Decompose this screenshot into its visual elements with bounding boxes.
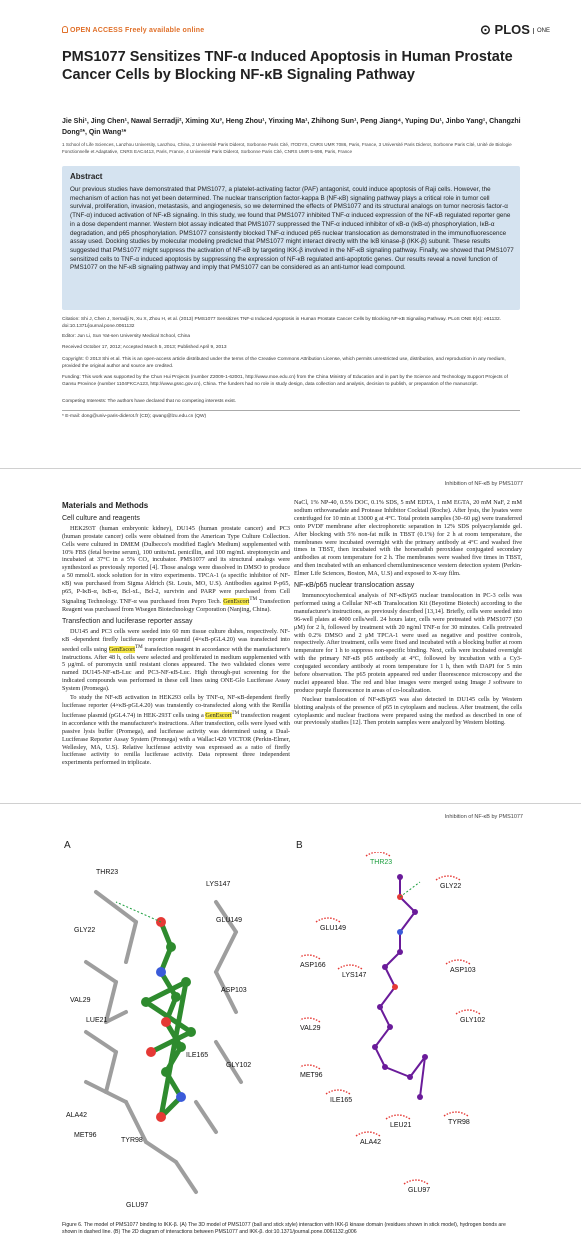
ligand-bond [380, 987, 395, 1007]
residue-stick [196, 1102, 216, 1132]
editor-line: Editor: Jun Li, Sun Yat-sen University Medical School, China [62, 334, 191, 339]
ligand-bond [385, 967, 395, 987]
hydrophobic-contact-arc [386, 1115, 410, 1119]
highlighted-term: GenEscort [108, 645, 135, 653]
paragraph: NaCl, 1% NP-40, 0.5% DOC, 0.1% SDS, 5 mM EDTA, 1 mM EGTA, 20 mM NaF, 2 mM sodium orthovanadate and Protease Inhibitor Cocktail (Roche). After lysis, the lysates were centrifuged for 10 min at 13000 g at 4°C. Total protein samples (30–60 μg) were transferred onto PVDF membrane after electrophoretic separation in 12% SDS polyacrylamide gel. After blocking with 5% non-fat milk in TBST (0.1%) for 2 h at room temperature, the membranes were incubated overnight with the primary antibody at 4°C and washed five times in TBST, then incubated with the horseradish peroxidase conjugated secondary antibodies at room temperature for 2 h. The membranes were washed five times in TBST, and then incubated with an enhanced chemiluminescence western detection system (Perkin-Elmer Life Sciences, Boston, MA, U.S) and exposed to X-ray film. [294, 499, 522, 578]
ligand-atom [141, 997, 151, 1007]
affiliations: 1 School of Life Sciences, Lanzhou University, Lanzhou, China, 2 Université Paris Diderot, Sorbonne Paris Cité, ITODYS, CNRS UMR 7086, Paris, France, 3 Université Paris Diderot, Sorbonne Paris Cité, Unité de Biologie Fonctionnelle et Adaptative, CNRS EAC4413, Paris, France, 4 Université Paris Diderot, Sorbonne Paris Cité, CNRS UMR 5-698, Paris, France [62, 142, 512, 154]
abstract-heading: Abstract [70, 172, 103, 181]
residue-label: ASP166 [300, 962, 326, 969]
highlighted-term: GenEscort [223, 598, 250, 606]
ligand-atom [422, 1054, 428, 1060]
column-left [62, 499, 290, 768]
highlighted-term: GenEscort [205, 711, 232, 719]
residue-label: THR23 [370, 859, 393, 866]
citation-line: Citation: Shi J, Chen J, Serradji N, Xu X, Zhou H, et al. (2013) PMS1077 Sensitizes TNF-α Induced Apoptosis in Human Prostate Cancer Cells by Blocking NF-κB Signaling Pathway. PLoS ONE 8(4): e61132. doi:10.1371/journal.pone.0061132 [62, 317, 501, 329]
residue-label: LUE21 [86, 1017, 108, 1024]
paragraph: DU145 and PC3 cells were seeded into 60 mm tissue culture dishes, respectively. NF-κB -dependent firefly luciferase reporter plasmid (4×κB-pGL4.20) was transfected into seeded cells using GenEscort™ transfection reagent in accordance with the manufacturer's instructions. After 48 h, cells were selected and proliferated in medium supplemented with 5 μg/mL of puromycin until resistant clones appeared. The two validated clones were named DU145-NF-κB-Luc and PC3-NF-κB-Luc. High through-put screening for the indicated compounds was performed in these cell lines using ONE-Glo Luciferase Assay System (Promega). [62, 627, 291, 693]
running-head: Inhibition of NF-κB by PMS1077 [444, 481, 523, 487]
abstract-box [62, 166, 520, 310]
residue-label: GLY22 [74, 927, 96, 934]
residue-stick [126, 1102, 146, 1142]
residue-stick [96, 892, 136, 922]
residue-label: TYR98 [448, 1119, 470, 1126]
residue-label: ILE165 [186, 1052, 209, 1059]
article-first-page [0, 0, 581, 465]
figure-caption: Figure 6. The model of PMS1077 binding to IKK-β. (A) The 3D model of PMS1077 (ball and stick style) interaction with IKK-β kinase domain (residues shown in stick model), hydrogen bonds are shown in dashed line. (B) The 2D diagram of interactions between PMS1077 and IKK-β. doi:10.1371/journal.pone.0061132.g006 [62, 1222, 506, 1235]
residue-label: GLU149 [216, 917, 243, 924]
residue-label: LYS147 [206, 881, 231, 888]
residue-label: ALA42 [66, 1112, 88, 1119]
journal-logo: ⊙ PLOS ONE [480, 22, 550, 37]
ligand-atom [156, 1112, 166, 1122]
figure-panel-a-3d-model [66, 852, 296, 1222]
residue-stick [216, 932, 236, 972]
residue-stick [86, 1032, 116, 1052]
residue-label: THR23 [96, 869, 119, 876]
paragraph: Immunocytochemical analysis of NF-κB/p65 nuclear translocation in PC-3 cells was performed using a Cellular NF-κB Translocation Kit (Beyotime Biotech) according to the manufacturer's instructions, as previously described [13,14]. Briefly, cells were seeded into 96-well plates at 4000 cells/well. 24 hours later, cells were pretreated with PMS1077 (50 μM) for 2 h, followed by treatment with 20 ng/ml TNF-α for 30 minutes. Cells pretreated with 0.2% DMSO and 2 μM TPCA-1 were used as negative and positive controls, respectively. After treatment, cells were fixed and incubated with a blocking buffer at room temperature for 1 h to suppress non-specific binding. Next, cells were incubated overnight with the primary NF-κB p65 antibody at 4°C, followed by incubation with a Cy3-conjugated secondary antibody at room temperature for 1 h, then with DAPI for 5 min before observation. The p65 protein appeared red under fluorescence microscopy and the nuclei appeared blue. The red and blue images were merged using Image J software to produce purple fluorescence in areas of co-localization. [294, 591, 522, 694]
ligand-atom [417, 1094, 423, 1100]
ligand-atom [387, 1024, 393, 1030]
open-access-lock-icon [62, 26, 68, 33]
ligand-atom [382, 964, 388, 970]
ligand-atom [156, 967, 166, 977]
residue-stick [126, 922, 136, 962]
hydrophobic-contact-arc [338, 965, 362, 969]
ligand-bond [400, 912, 415, 932]
section-title: Materials and Methods [62, 501, 149, 510]
funding-line: Funding: This work was supported by the Chun Hui Projects (number Z2009-1-62001, http://www.moe.edu.cn) from the China Ministry of Education and in part by the Science and Technology Support Projects of Gansu Province (number 1104FKCA123, http://www.gssc.gov.cn), China. The funders had no role in study design, data collection and analysis, decision to publish, or preparation of the manuscript. [62, 375, 508, 387]
column-right [294, 499, 522, 728]
residue-stick [176, 1162, 196, 1192]
ligand-atom [397, 949, 403, 955]
paragraph: HEK293T (human embryonic kidney), DU145 (human prostate cancer) and PC3 (human prostate cancer) cells were obtained from the American Type Culture Collection. Cells were cultured in DMEM (Dulbecco's modified Eagle's Medium) supplemented with 10% FBS (fetal bovine serum), 100 units/mL penicillin, and 100 mg/mL streptomycin and incubated at 37°C in a 5% CO₂ incubator. PMS1077 and its structural analogs were synthesized as previously reported [4]. Those analogs were dissolved in DMSO to produce a 50 mmol/L stock solution for in vitro experiments. TPCA-1 (a specific inhibitor of NF-κB) was purchased from Sigma Aldrich (St. Louis, MO, U.S). Antibodies against P-p65, p65, P-IκB-α, IκB-α, Bcl-xL, Bcl-2, survivin and PARP were purchased from Cell Signaling Technology. TNF-α was purchased from Pepro Tech. GenEscort™ Transfection Reagent was purchased from Wisegen Biotechnology Corporation (Nanjing, China). [62, 524, 291, 613]
hydrophobic-contact-arc [404, 1180, 428, 1184]
residue-stick [86, 962, 116, 982]
hydrophobic-contact-arc [456, 1010, 480, 1014]
ligand-bond [400, 897, 415, 912]
residue-label: LYS147 [342, 972, 367, 979]
residue-label: GLU97 [126, 1202, 149, 1209]
ligand-atom [146, 1047, 156, 1057]
residue-label: ILE165 [330, 1097, 353, 1104]
ligand-atom [181, 977, 191, 987]
hydrophobic-contact-arc [326, 1090, 350, 1094]
ligand-atom [161, 1067, 171, 1077]
hydrophobic-contact-arc [436, 876, 460, 880]
ligand-bond [375, 1027, 390, 1047]
paragraph: To study the NF-κB activation in HEK293 cells by TNF-α, NF-κB-dependent firefly luciferase reporter (4×κB-pGL4.20) was transiently co-transfected along with the Renilla luciferase plasmid (pGL4.74) in HEK-293T cells using a GenEscort™ transfection reagent in accordance with the manufacturer's instructions. After transfection, cells were lysed with passive lysis buffer (Promega), and luciferase activity was determined using a Dual-Luciferase Reporter Assay System (Promega) with a Wallac1420 VICTOR (Perkin-Elmer, Wellesley, MA, U.S). Relative luciferase activity was expressed as a ratio of firefly luciferase activity to renilla luciferase activity. Data represent three independent experiments performed in triplicate. [62, 694, 291, 767]
residue-label: GLU149 [320, 925, 347, 932]
hydrophobic-contact-arc [356, 1132, 380, 1136]
ligand-atom [392, 984, 398, 990]
ligand-atom [171, 992, 181, 1002]
residue-label: GLY102 [460, 1017, 486, 1024]
hydrophobic-contact-arc [300, 1018, 320, 1022]
subsection-heading: NF-κB/p65 nuclear translocation assay [294, 582, 415, 590]
article-figure-page [0, 803, 581, 1247]
panel-label-b: B [296, 840, 303, 851]
residue-stick [146, 1142, 176, 1162]
paragraph: Nuclear translocation of NF-κB/p65 was also detected in DU145 cells by Western blotting analysis of the presence of p65 in cytoplasm and nucleus. After treatment, the cells cytoplasmic and nuclear fractions were prepared using the method as described in one of our previously studies [12]. Then protein samples were analyzed by Western blotting. [294, 695, 522, 727]
ligand-atom [377, 1004, 383, 1010]
subsection-heading: Cell culture and reagents [62, 514, 140, 522]
ligand-atom [166, 942, 176, 952]
subsection-heading: Transfection and luciferase reporter assay [62, 617, 193, 625]
residue-label: ALA42 [360, 1139, 382, 1146]
hydrophobic-contact-arc [300, 955, 320, 959]
residue-label: MET96 [74, 1132, 97, 1139]
hydrogen-bond [400, 882, 420, 897]
ligand-bond [380, 1007, 390, 1027]
running-head: Inhibition of NF-κB by PMS1077 [444, 814, 523, 820]
panel-label-a: A [64, 840, 71, 851]
hydrophobic-contact-arc [444, 1112, 468, 1116]
copyright-line: Copyright: © 2013 Shi et al. This is an open-access article distributed under the terms of the Creative Commons Attribution License, which permits unrestricted use, distribution, and reproduction in any medium, provided the original author and source are credited. [62, 357, 506, 369]
plos-logo-icon: ⊙ [480, 22, 491, 37]
ligand-atom [161, 1017, 171, 1027]
ligand-atom [397, 929, 403, 935]
ligand-bond [385, 1067, 410, 1077]
residue-label: ASP103 [450, 967, 476, 974]
residue-label: GLU97 [408, 1187, 431, 1194]
article-title: PMS1077 Sensitizes TNF-α Induced Apoptosis in Human Prostate Cancer Cells by Blocking NF-κB Signaling Pathway [62, 49, 513, 83]
residue-label: TYR98 [121, 1137, 143, 1144]
received-line: Received October 17, 2012; Accepted March 5, 2013; Published April 9, 2013 [62, 345, 227, 350]
residue-label: VAL29 [70, 997, 91, 1004]
article-methods-page [0, 468, 581, 802]
residue-label: GLY102 [226, 1062, 252, 1069]
ligand-bond [385, 952, 400, 967]
residue-label: ASP103 [221, 987, 247, 994]
hydrophobic-contact-arc [300, 1065, 320, 1069]
ligand-atom [176, 1092, 186, 1102]
residue-label: MET96 [300, 1072, 323, 1079]
ligand-atom [382, 1064, 388, 1070]
hydrophobic-contact-arc [446, 960, 470, 964]
residue-label: GLY22 [440, 883, 462, 890]
ligand-atom [176, 1042, 186, 1052]
ligand-atom [412, 909, 418, 915]
email-line: * E-mail: dong@univ-paris-diderot.fr (CD); qwang@lzu.edu.cn (QW) [62, 414, 207, 419]
hydrophobic-contact-arc [366, 852, 390, 856]
hydrophobic-contact-arc [316, 918, 340, 922]
abstract-text: Our previous studies have demonstrated that PMS1077, a platelet-activating factor (PAF) antagonist, could induce apoptosis of Raji cells. However, the mechanism of action has not yet been determined. The nuclear transcription factor-kappa B (NF-κB) signaling pathway plays a critical role in tumor cell survival, proliferation, invasion, metastasis, and angiogenesis, so we determined the effects of PMS1077 and its structural analogs on tumor necrosis factor-α (TNF-α) induced activation of NF-κB signaling. In this study, we found that PMS1077 inhibited TNF-α induced expression of the NF-κB regulated reporter gene in a dose dependent manner. Western blot assay indicated that PMS1077 suppressed the TNF-α induced inhibitor of κB-α (IκB-α) phosphorylation, IκB-α degradation, and p65 phosphorylation. PMS1077 consistently blocked TNF-α induced p65 nuclear translocation as demonstrated in the immunofluorescence assay used. Docking studies by molecular modeling predicted that PMS1077 might interact directly with the IκB kinase-β (IKK-β) subunit. These results suggested that PMS1077 might suppress the activation of NF-κB by targeting IKK-β involved in the NF-κB signaling pathway. Finally, we showed that PMS1077 sensitized cells to TNF-α induced apoptosis by suppressing the expression of NF-κB regulated anti-apoptotic genes. Our results reveal a novel function of PMS1077 on the NF-κB signaling pathway and imply that PMS1077 can be considered as an anti-tumor lead compound. [70, 186, 514, 272]
ligand-atom [407, 1074, 413, 1080]
figure-panel-b-2d-diagram [300, 852, 520, 1222]
residue-label: LEU21 [390, 1122, 412, 1129]
author-list: Jie Shi¹, Jing Chen¹, Nawal Serradji², Ximing Xu³, Heng Zhou¹, Yinxing Ma¹, Zhihong Sun¹, Peng Jiang⁴, Yuping Du¹, Jinbo Yang¹, Changzhi Dong²*, Qin Wang¹* [62, 118, 521, 136]
ligand-atom [186, 1027, 196, 1037]
competing-interests-line: Competing Interests: The authors have declared that no competing interests exist. [62, 399, 237, 404]
residue-label: VAL29 [300, 1025, 321, 1032]
open-access-banner: OPEN ACCESS Freely available online [62, 26, 204, 34]
ligand-atom [372, 1044, 378, 1050]
divider [62, 410, 520, 411]
ligand-atom [397, 874, 403, 880]
ligand-bond [375, 1047, 385, 1067]
residue-stick [106, 1052, 116, 1092]
